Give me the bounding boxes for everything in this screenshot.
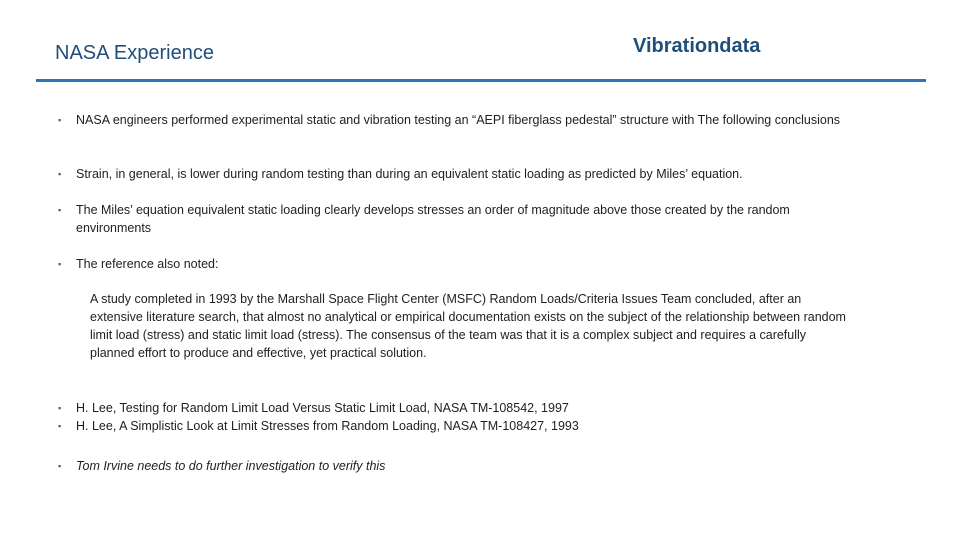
bullet-item [58, 201, 858, 237]
bullet-marker: ▪ [58, 421, 62, 431]
note-item [58, 457, 858, 475]
bullet-text: NASA engineers performed experimental static and vibration testing an “AEPI fiberglass pedestal” structure with The following conclusions [76, 113, 841, 127]
bullet-marker: ▪ [58, 169, 62, 179]
bullet-text: The Miles’ equation equivalent static loading clearly develops stresses an order of magnitude above those created by the random environments [76, 203, 790, 235]
bullet-marker: ▪ [58, 403, 62, 413]
bullet-item [58, 111, 858, 129]
reference-item [58, 417, 858, 435]
reference-text: H. Lee, Testing for Random Limit Load Versus Static Limit Load, NASA TM-108542, 1997 [76, 401, 569, 415]
bullet-text: Strain, in general, is lower during random testing than during an equivalent static loading as predicted by Miles’ equation. [76, 167, 743, 181]
slide-title: NASA Experience [55, 42, 214, 64]
bullet-marker: ▪ [58, 461, 62, 471]
bullet-marker: ▪ [58, 205, 62, 215]
note-text: Tom Irvine needs to do further investigation to verify this [76, 459, 386, 473]
quoted-passage: A study completed in 1993 by the Marshall Space Flight Center (MSFC) Random Loads/Criteria Issues Team concluded, after an extensive literature search, that almost no analytical or empirical documentation exists on the subject of the relationship between random limit load (stress) and static limit load (stress). The consensus of the team was that it is a complex subject and requires a carefully planned effort to produce and effective, yet practical solution. [90, 292, 846, 360]
header-divider [36, 79, 926, 82]
bullet-item [58, 255, 858, 273]
bullet-marker: ▪ [58, 259, 62, 269]
bullet-item [58, 165, 858, 183]
bullet-text: The reference also noted: [76, 257, 219, 271]
brand-name: Vibrationdata [633, 35, 761, 57]
reference-item [58, 399, 858, 417]
reference-text: H. Lee, A Simplistic Look at Limit Stresses from Random Loading, NASA TM-108427, 1993 [76, 419, 579, 433]
bullet-marker: ▪ [58, 115, 62, 125]
